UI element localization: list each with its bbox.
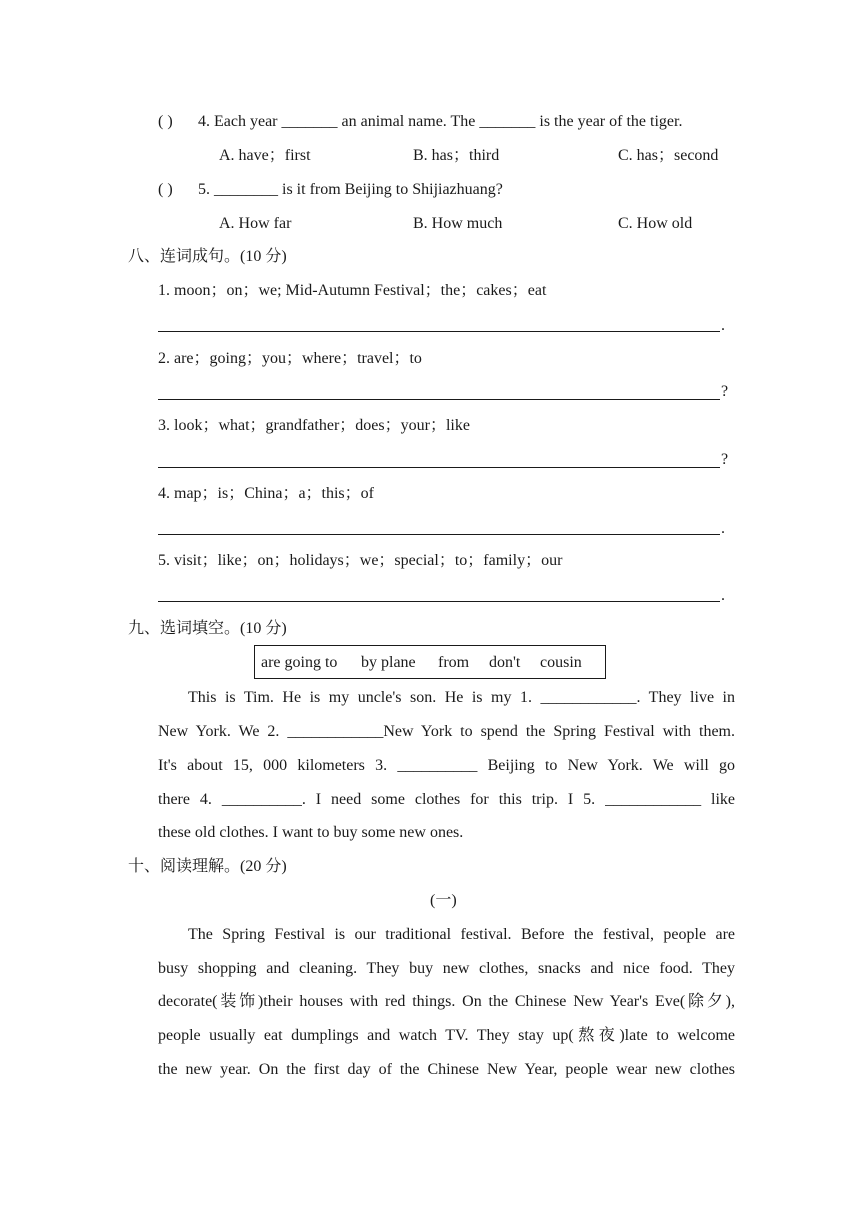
word-bank-item: don't xyxy=(489,654,521,671)
section-8-item-1-end: . xyxy=(721,317,725,334)
question-5-stem: 5. ________ is it from Beijing to Shijiazhuang? xyxy=(198,181,503,198)
cloze-line-3: It's about 15, 000 kilometers 3. __________ Beijing to New York. We will go xyxy=(158,757,735,774)
section-8-item-5-end: . xyxy=(721,587,725,604)
word-bank-item: cousin xyxy=(540,654,582,671)
question-4-paren: ( ) xyxy=(158,113,173,130)
reading-passage-subtitle: (一) xyxy=(430,892,457,909)
question-4-stem: 4. Each year _______ an animal name. The _______ is the year of the tiger. xyxy=(198,113,683,130)
section-8-item-3-words: 3. look；what；grandfather；does；your；like xyxy=(158,417,470,434)
reading-line-3: decorate(装饰)their houses with red things. On the Chinese New Year's Eve(除夕), xyxy=(158,993,735,1010)
question-5-option-c: C. How old xyxy=(618,215,693,232)
section-8-item-4-answer-line xyxy=(158,534,720,535)
section-8-item-2-end: ? xyxy=(721,383,729,400)
cloze-line-5: these old clothes. I want to buy some new ones. xyxy=(158,824,464,841)
question-5-option-b: B. How much xyxy=(413,215,503,232)
word-bank-item: by plane xyxy=(361,654,416,671)
section-8-item-2-answer-line xyxy=(158,399,720,400)
reading-line-5: the new year. On the first day of the Chinese New Year, people wear new clothes xyxy=(158,1061,735,1078)
word-bank-box xyxy=(254,645,606,679)
question-4-option-a: A. have；first xyxy=(219,147,311,164)
question-4-option-b: B. has；third xyxy=(413,147,500,164)
section-8-item-1-answer-line xyxy=(158,331,720,332)
cloze-line-4: there 4. __________. I need some clothes for this trip. I 5. ____________ like xyxy=(158,791,735,808)
section-8-item-2-words: 2. are；going；you；where；travel；to xyxy=(158,350,422,367)
section-8-item-5-answer-line xyxy=(158,601,720,602)
section-8-item-3-answer-line xyxy=(158,467,720,468)
word-bank-item: from xyxy=(438,654,470,671)
question-4-option-c: C. has；second xyxy=(618,147,719,164)
reading-line-1: The Spring Festival is our traditional festival. Before the festival, people are xyxy=(188,926,735,943)
question-5-paren: ( ) xyxy=(158,181,173,198)
section-10-title: 十、阅读理解。(20 分) xyxy=(128,858,287,875)
cloze-line-1: This is Tim. He is my uncle's son. He is my 1. ____________. They live in xyxy=(188,689,735,706)
reading-line-2: busy shopping and cleaning. They buy new clothes, snacks and nice food. They xyxy=(158,960,735,977)
reading-line-4: people usually eat dumplings and watch TV. They stay up(熬夜)late to welcome xyxy=(158,1027,735,1044)
word-bank-item: are going to xyxy=(261,654,338,671)
question-5-option-a: A. How far xyxy=(219,215,292,232)
cloze-line-2: New York. We 2. ____________New York to spend the Spring Festival with them. xyxy=(158,723,735,740)
section-8-item-5-words: 5. visit；like；on；holidays；we；special；to；family；our xyxy=(158,552,563,569)
section-9-title: 九、选词填空。(10 分) xyxy=(128,620,287,637)
section-8-item-1-words: 1. moon；on；we; Mid-Autumn Festival；the；cakes；eat xyxy=(158,282,547,299)
section-8-item-4-end: . xyxy=(721,520,725,537)
section-8-item-4-words: 4. map；is；China；a；this；of xyxy=(158,485,374,502)
section-8-title: 八、连词成句。(10 分) xyxy=(128,248,287,265)
section-8-item-3-end: ? xyxy=(721,451,729,468)
